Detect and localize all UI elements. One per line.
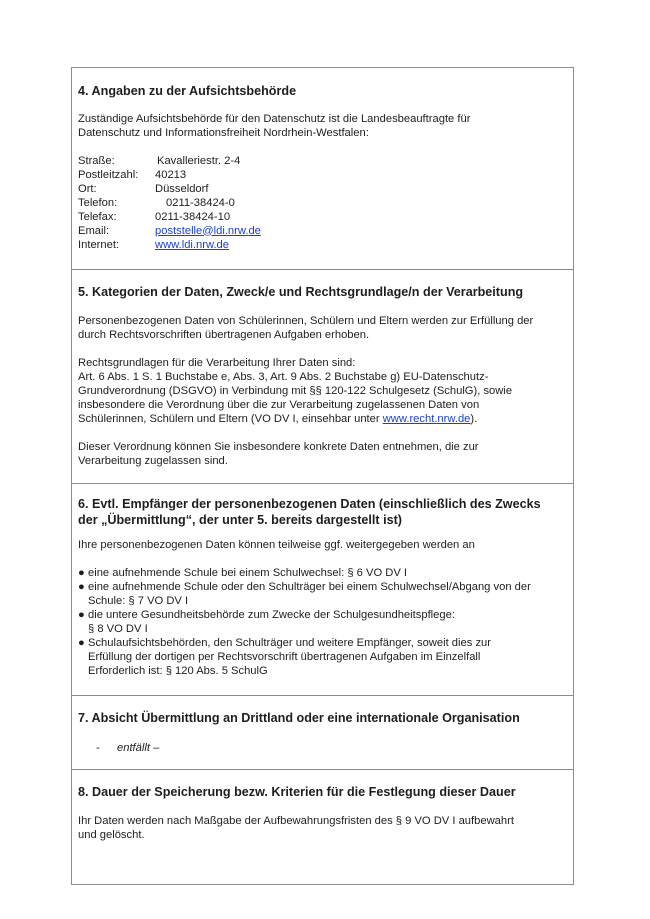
intro-line: Zuständige Aufsichtsbehörde für den Datenschutz ist die Landesbeauftragte für (78, 112, 471, 125)
recipient-line: Erfüllung der dortigen per Rechtsvorschrift übertragenen Aufgaben im Einzelfall (88, 651, 481, 663)
paragraph-line: Personenbezogenen Daten von Schülerinnen, Schülern und Eltern werden zur Erfüllung der (78, 314, 534, 327)
recipient-list (78, 566, 567, 678)
section-supervisory-authority (72, 68, 573, 269)
address-value: 40213 (155, 168, 187, 181)
paragraph-line: Art. 6 Abs. 1 S. 1 Buchstabe e, Abs. 3, Art. 9 Abs. 2 Buchstabe g) EU-Datenschutz- (78, 370, 489, 383)
paragraph-line: insbesondere die Verordnung über die zur Verarbeitung zugelassenen Daten von (78, 398, 480, 411)
section-recipients (72, 483, 573, 695)
address-value: 0211-38424-10 (155, 210, 231, 223)
recipient-item (78, 580, 567, 608)
list-item (96, 741, 567, 755)
paragraph-text: Schülerinnen, Schülern und Eltern (VO DV I, einsehbar unter (78, 412, 383, 425)
address-value: Kavalleriestr. 2-4 (157, 154, 241, 167)
section-title: 6. Evtl. Empfänger der personenbezogenen Daten (einschließlich des Zwecks (78, 497, 541, 511)
address-value: 0211-38424-0 (166, 196, 235, 209)
address-label: Email: (78, 224, 110, 237)
recipient-line: Schule: § 7 VO DV I (88, 595, 189, 607)
paragraph-line: Dieser Verordnung können Sie insbesondere konkrete Daten entnehmen, die zur (78, 440, 479, 453)
document-table (71, 67, 574, 885)
recipient-line: Schulaufsichtsbehörden, den Schulträger und weitere Empfänger, soweit dies zur (88, 637, 491, 649)
address-row (78, 238, 567, 252)
address-row (78, 182, 567, 196)
address-label: Internet: (78, 238, 120, 251)
section-storage-duration (72, 769, 573, 884)
section-title: 8. Dauer der Speicherung bezw. Kriterien für die Festlegung dieser Dauer (78, 785, 516, 799)
paragraph-line: und gelöscht. (78, 828, 145, 841)
bullet-marker: ● (78, 637, 85, 649)
address-label: Postleitzahl: (78, 168, 139, 181)
address-row (78, 210, 567, 224)
paragraph-line: Grundverordnung (DSGVO) in Verbindung mit §§ 120-122 Schulgesetz (SchulG), sowie (78, 384, 513, 397)
bullet-marker: ● (78, 567, 85, 579)
address-row (78, 224, 567, 238)
section-title: der „Übermittlung“, der unter 5. bereits dargestellt ist) (78, 512, 403, 527)
recipient-line: die untere Gesundheitsbehörde zum Zwecke der Schulgesundheitspflege: (88, 609, 455, 621)
address-block (78, 154, 567, 252)
paragraph-line: Verarbeitung zugelassen sind. (78, 454, 228, 467)
address-label: Straße: (78, 154, 115, 167)
paragraph-text: ). (470, 412, 478, 425)
not-applicable-text: entfällt – (117, 741, 160, 754)
section-data-categories (72, 269, 573, 483)
recipient-line: eine aufnehmende Schule oder den Schulträger bei einem Schulwechsel/Abgang von der (88, 581, 531, 593)
email-link[interactable]: poststelle@ldi.nrw.de (155, 224, 261, 237)
intro-line: Ihre personenbezogenen Daten können teilweise ggf. weitergegeben werden an (78, 539, 475, 551)
address-label: Ort: (78, 182, 97, 195)
website-link[interactable]: www.ldi.nrw.de (155, 238, 229, 251)
recipient-item (78, 608, 567, 636)
bullet-marker: ● (78, 609, 85, 621)
paragraph-line: Rechtsgrundlagen für die Verarbeitung Ihrer Daten sind: (78, 356, 356, 369)
section-title: 7. Absicht Übermittlung an Drittland oder eine internationale Organisation (78, 711, 520, 725)
intro-line: Datenschutz und Informationsfreiheit Nordrhein-Westfalen: (78, 126, 369, 139)
recipient-line: § 8 VO DV I (88, 623, 148, 635)
section-title: 4. Angaben zu der Aufsichtsbehörde (78, 84, 297, 98)
paragraph-line (78, 412, 567, 426)
recipient-line: Erforderlich ist: § 120 Abs. 5 SchulG (88, 665, 268, 677)
section-third-country (72, 695, 573, 769)
address-label: Telefax: (78, 210, 117, 223)
section-title: 5. Kategorien der Daten, Zweck/e und Rechtsgrundlage/n der Verarbeitung (78, 285, 524, 299)
recht-nrw-link[interactable]: www.recht.nrw.de (382, 412, 471, 425)
dash-marker: - (96, 741, 100, 754)
address-label: Telefon: (78, 196, 118, 209)
address-row (78, 168, 567, 182)
address-value: Düsseldorf (155, 182, 209, 195)
address-row (78, 154, 567, 168)
paragraph-line: durch Rechtsvorschriften übertragenen Aufgaben erhoben. (78, 328, 370, 341)
paragraph-line: Ihr Daten werden nach Maßgabe der Aufbewahrungsfristen des § 9 VO DV I aufbewahrt (78, 814, 514, 827)
address-row (78, 196, 567, 210)
recipient-item (78, 566, 567, 580)
recipient-item (78, 636, 567, 678)
bullet-marker: ● (78, 581, 85, 593)
recipient-line: eine aufnehmende Schule bei einem Schulwechsel: § 6 VO DV I (88, 567, 408, 579)
